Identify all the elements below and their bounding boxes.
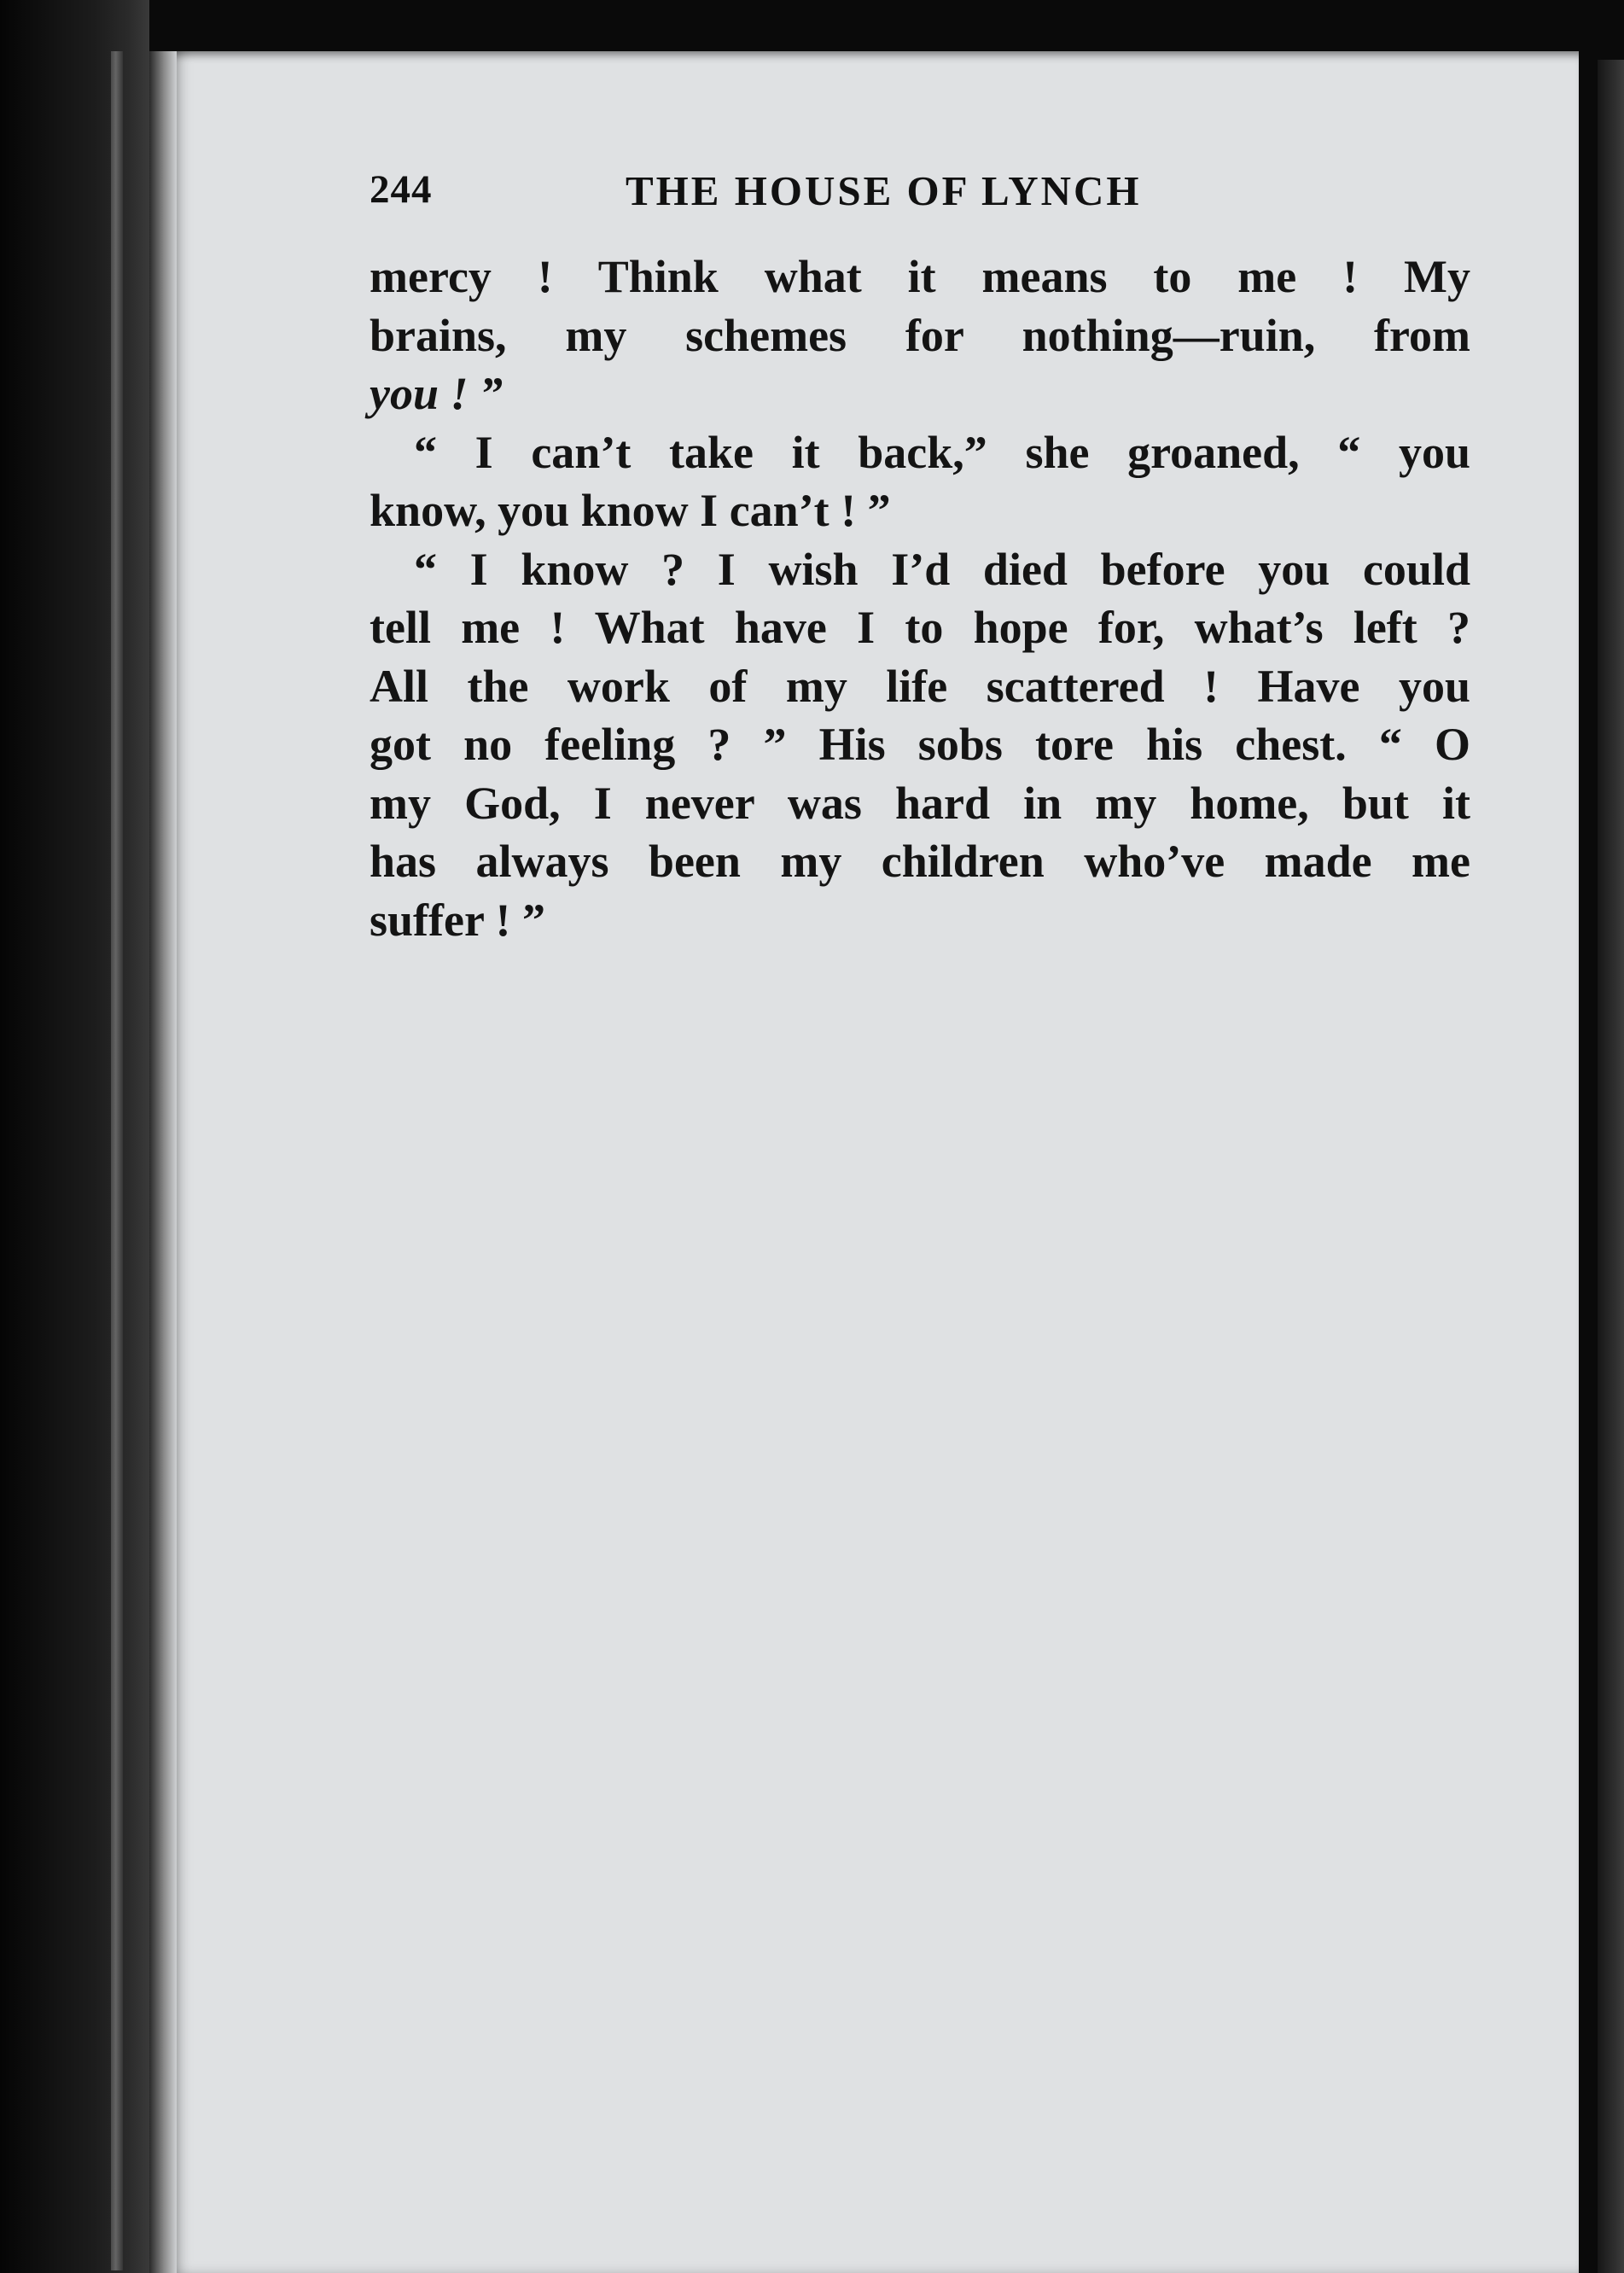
text-line: “ I know ? I wish I’d died before you could <box>414 543 1470 595</box>
text-line: brains, my schemes for nothing—ruin, from <box>370 309 1470 361</box>
text-line: “ I can’t take it back,” she groaned, “ you <box>414 426 1470 478</box>
text-line: know, you know I can’t ! ” <box>370 485 891 536</box>
text-line: tell me ! What have I to hope for, what’s left ? <box>370 602 1470 653</box>
text-line: you ! ” <box>370 368 503 419</box>
page-header <box>370 166 1479 226</box>
text-line: mercy ! Think what it means to me ! My <box>370 251 1470 302</box>
text-line: has always been my children who’ve made me <box>370 836 1470 887</box>
page-number: 244 <box>370 167 433 212</box>
page-gutter-shadow <box>149 51 177 2273</box>
text-line: my God, I never was hard in my home, but it <box>370 777 1470 829</box>
book-binding <box>0 0 149 2273</box>
body-text <box>370 248 1470 949</box>
text-line: got no feeling ? ” His sobs tore his chest. “ O <box>370 719 1470 770</box>
binding-edge-stripe <box>111 51 123 2270</box>
text-line: All the work of my life scattered ! Have you <box>370 660 1470 712</box>
text-line: suffer ! ” <box>370 894 545 946</box>
adjacent-page-edge <box>1598 60 1624 2273</box>
running-title: THE HOUSE OF LYNCH <box>626 167 1142 214</box>
